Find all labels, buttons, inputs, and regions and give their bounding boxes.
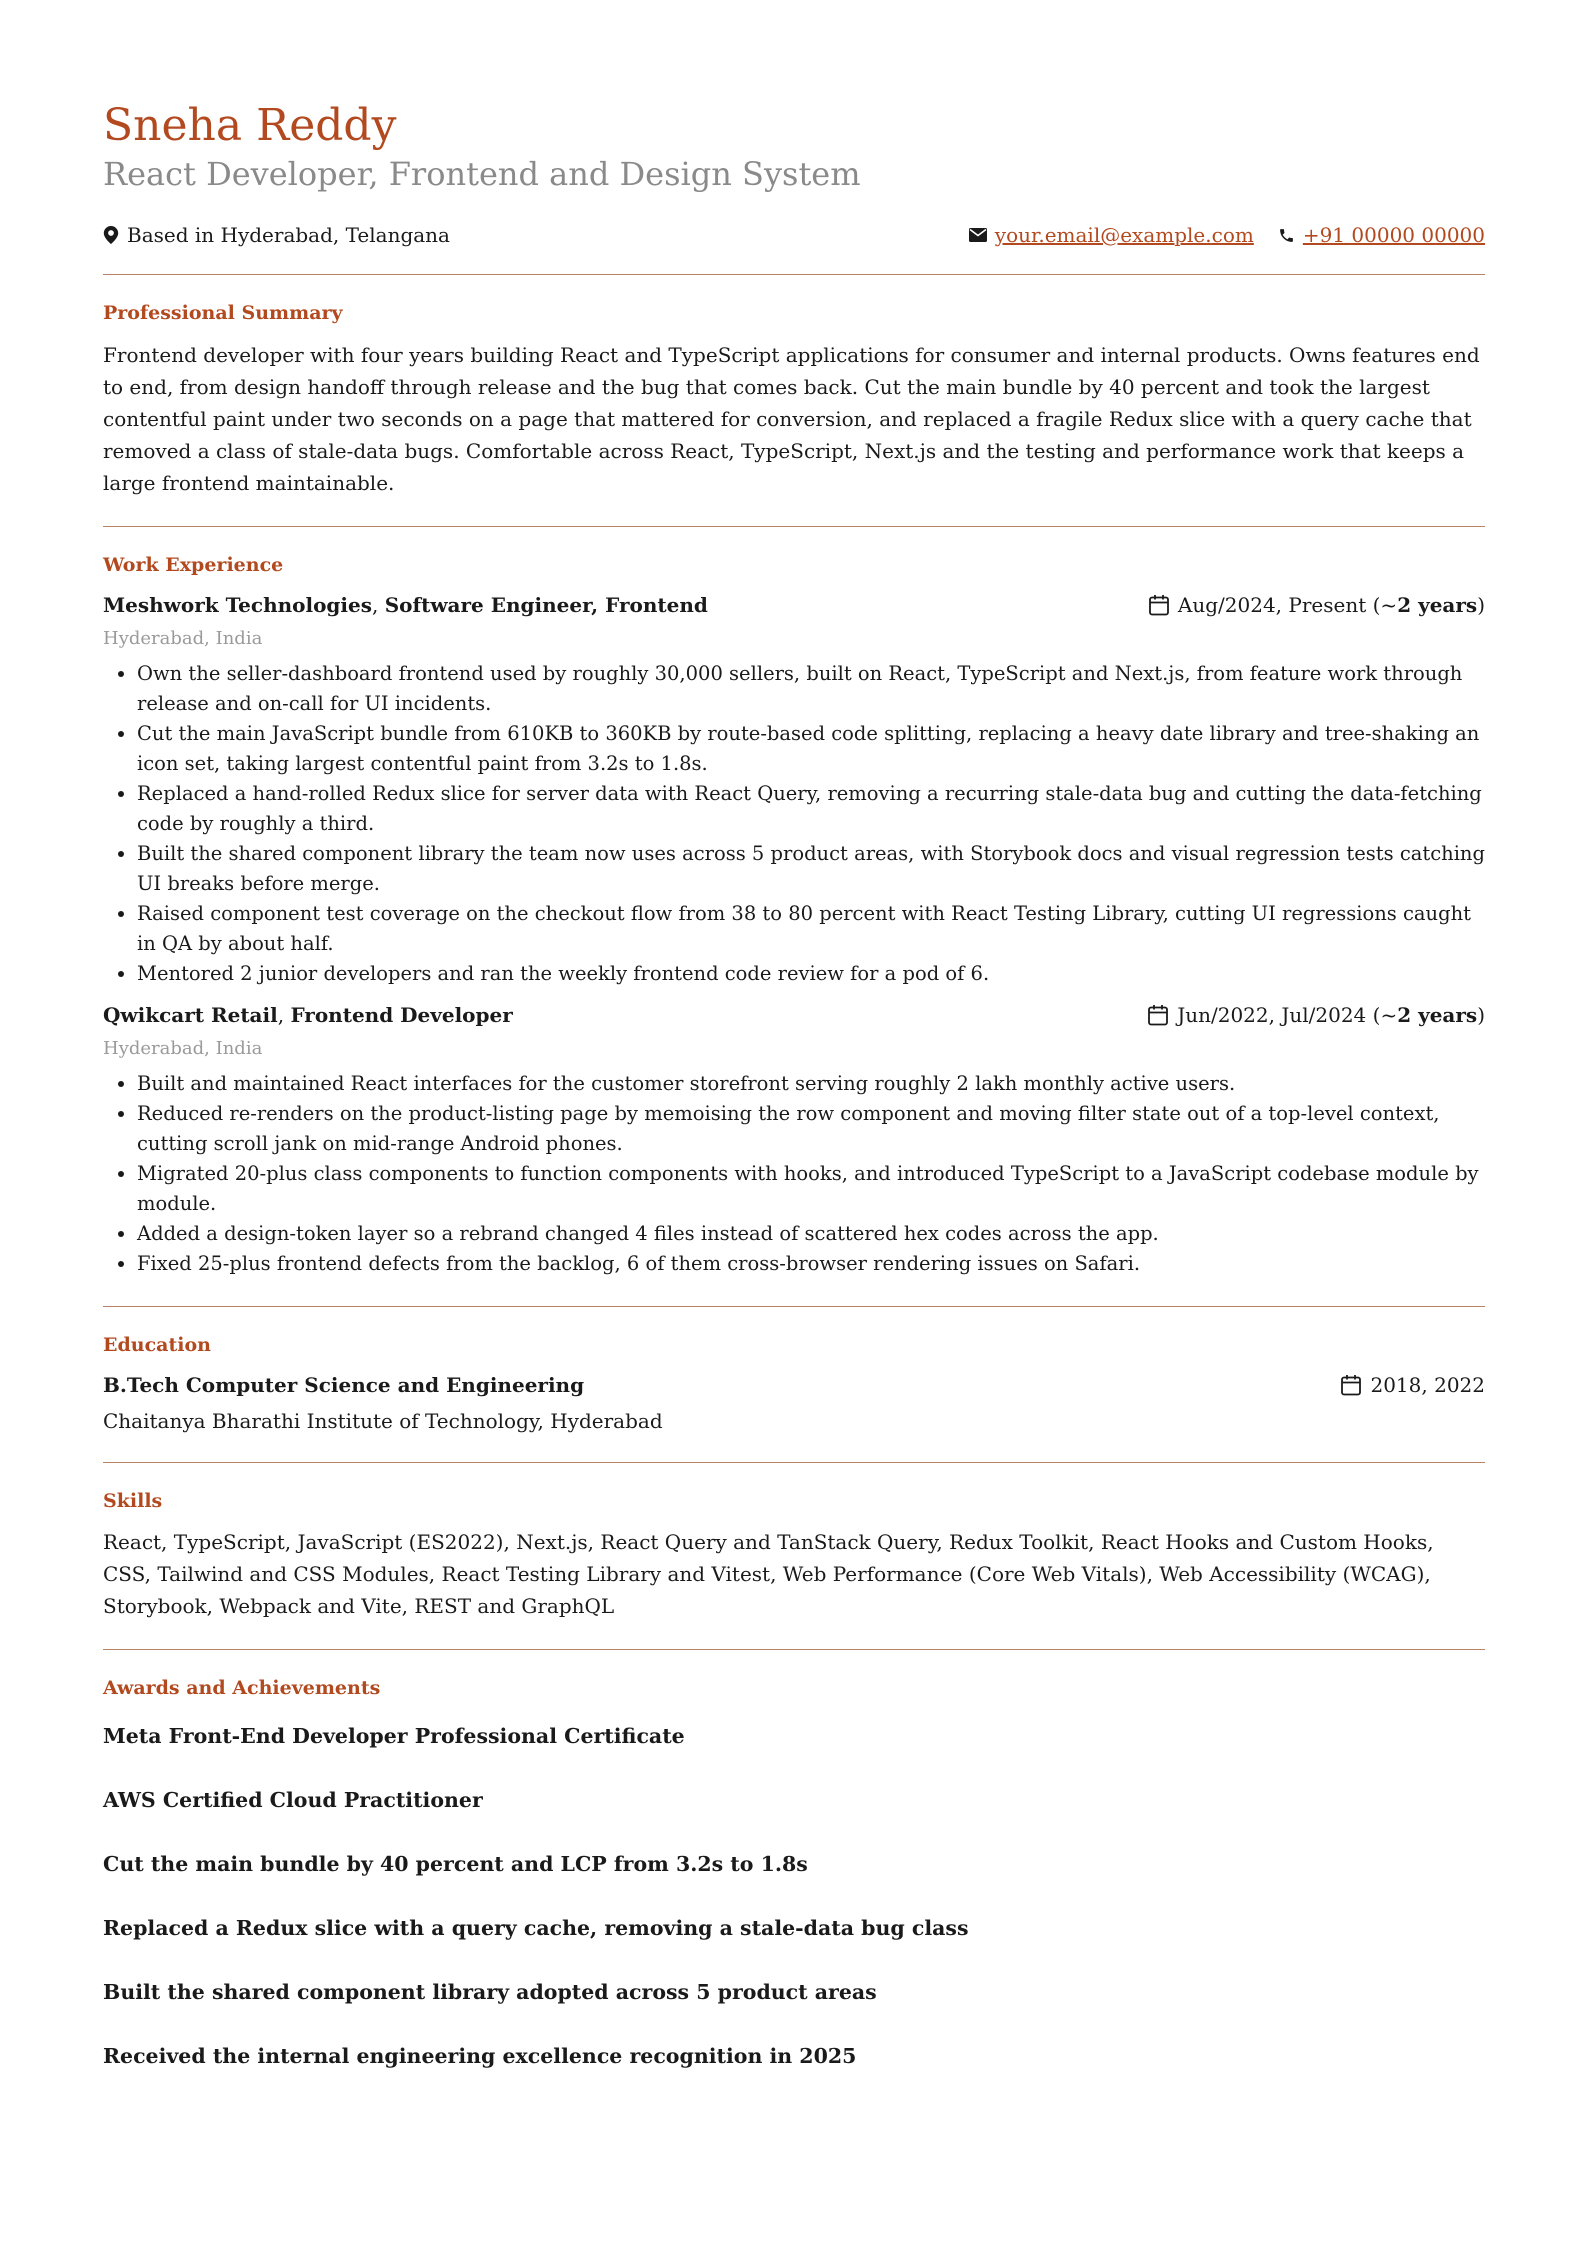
job-dates — [1147, 1001, 1485, 1029]
degree-title: B.Tech Computer Science and Engineering — [103, 1372, 585, 1397]
contact-links — [969, 223, 1485, 247]
award-item: AWS Certified Cloud Practitioner — [103, 1788, 483, 1813]
award-item: Meta Front-End Developer Professional Certificate — [103, 1724, 685, 1749]
job-role: Frontend Developer — [290, 1002, 513, 1027]
date-range: Jun/2022, Jul/2024 (~ — [1177, 1002, 1398, 1027]
date-range: 2018, 2022 — [1370, 1372, 1485, 1397]
date-range: Aug/2024, Present (~ — [1177, 592, 1398, 617]
company-name: Meshwork Technologies — [103, 592, 372, 617]
job-role: Software Engineer, Frontend — [384, 592, 708, 617]
award-item: Built the shared component library adopted across 5 product areas — [103, 1980, 877, 2005]
job-dates — [1148, 591, 1485, 619]
list-item: • Built the shared component library the team now uses across 5 product areas, with Storybook docs and visual regression tests catching UI breaks before merge. — [137, 839, 1485, 899]
list-item: • Raised component test coverage on the checkout flow from 38 to 80 percent with React Testing Library, cutting UI regressions caught in QA by about half. — [137, 899, 1485, 959]
award-item: Cut the main bundle by 40 percent and LCP from 3.2s to 1.8s — [103, 1852, 808, 1877]
job-title: Meshwork Technologies, Software Engineer, Frontend — [103, 592, 708, 617]
awards-section — [103, 1650, 1485, 2070]
phone-icon — [1278, 227, 1295, 244]
section-heading: Work Experience — [103, 553, 284, 576]
skills-section — [103, 1463, 1485, 1623]
job-bullets — [103, 659, 1485, 989]
contact-location — [103, 223, 450, 247]
job-entry — [103, 591, 1485, 989]
summary-text: Frontend developer with four years building React and TypeScript applications for consumer and internal products. Owns features end to end, from design handoff through release and the bug that comes back. Cut the main bundle by 40 percent and took the largest contentful paint under two seconds on a page that mattered for conversion, and replaced a fragile Redux slice with a query cache that removed a class of stale-data bugs. Comfortable across React, TypeScript, Next.js and the testing and performance work that keeps a large frontend maintainable. — [103, 342, 1480, 495]
list-item: • Replaced a hand-rolled Redux slice for server data with React Query, removing a recurring stale-data bug and cutting the data-fetching code by roughly a third. — [137, 779, 1485, 839]
phone-link[interactable]: +91 00000 00000 — [1302, 223, 1485, 248]
skills-text: React, TypeScript, JavaScript (ES2022), Next.js, React Query and TanStack Query, Redux Toolkit, React Hooks and Custom Hooks, CSS, Tailwind and CSS Modules, React Testing Library and Vitest, Web Performance (Core Web Vitals), Web Accessibility (WCAG), Storybook, Webpack and Vite, REST and GraphQL — [103, 1530, 1434, 1619]
duration: 2 years — [1397, 1002, 1478, 1027]
contact-row — [103, 223, 1485, 247]
list-item: • Mentored 2 junior developers and ran the weekly frontend code review for a pod of 6. — [137, 959, 1485, 989]
section-heading: Skills — [103, 1489, 163, 1512]
summary-section — [103, 275, 1485, 499]
section-heading: Education — [103, 1333, 211, 1356]
list-item: • Own the seller-dashboard frontend used by roughly 30,000 sellers, built on React, TypeScript and Next.js, from feature work through release and on-call for UI incidents. — [137, 659, 1485, 719]
job-title: Qwikcart Retail, Frontend Developer — [103, 1002, 513, 1027]
job-location: Hyderabad, India — [103, 627, 263, 649]
email-link[interactable]: your.email@example.com — [994, 223, 1254, 248]
company-name: Qwikcart Retail — [103, 1002, 278, 1027]
list-item: • Reduced re-renders on the product-listing page by memoising the row component and moving filter state out of a top-level context, cutting scroll jank on mid-range Android phones. — [137, 1099, 1485, 1159]
job-bullets — [103, 1069, 1485, 1279]
experience-section — [103, 527, 1485, 1279]
list-item: • Fixed 25-plus frontend defects from the backlog, 6 of them cross-browser rendering issues on Safari. — [137, 1249, 1485, 1279]
map-pin-icon — [103, 226, 119, 244]
calendar-icon — [1147, 1004, 1169, 1026]
envelope-icon — [969, 228, 987, 242]
list-item: • Added a design-token layer so a rebrand changed 4 files instead of scattered hex codes across the app. — [137, 1219, 1485, 1249]
location-text: Based in Hyderabad, Telangana — [127, 223, 450, 248]
candidate-title: React Developer, Frontend and Design System — [103, 154, 861, 193]
date-close: ) — [1477, 1002, 1485, 1027]
school-name: Chaitanya Bharathi Institute of Technology, Hyderabad — [103, 1408, 663, 1433]
awards-list — [103, 1714, 1485, 2070]
list-item: • Migrated 20-plus class components to function components with hooks, and introduced TypeScript to a JavaScript codebase module by module. — [137, 1159, 1485, 1219]
list-item: • Built and maintained React interfaces for the customer storefront serving roughly 2 lakh monthly active users. — [137, 1069, 1485, 1099]
job-entry — [103, 1001, 1485, 1279]
list-item: • Cut the main JavaScript bundle from 610KB to 360KB by route-based code splitting, replacing a heavy date library and tree-shaking an icon set, taking largest contentful paint from 3.2s to 1.8s. — [137, 719, 1485, 779]
section-heading: Professional Summary — [103, 302, 343, 325]
award-item: Replaced a Redux slice with a query cache, removing a stale-data bug class — [103, 1916, 969, 1941]
date-close: ) — [1477, 592, 1485, 617]
job-location: Hyderabad, India — [103, 1037, 263, 1059]
section-heading: Awards and Achievements — [103, 1677, 381, 1700]
award-item: Received the internal engineering excellence recognition in 2025 — [103, 2044, 857, 2069]
candidate-name: Sneha Reddy — [103, 100, 397, 151]
duration: 2 years — [1397, 592, 1478, 617]
calendar-icon — [1148, 594, 1170, 616]
education-dates — [1340, 1371, 1485, 1399]
calendar-icon — [1340, 1374, 1362, 1396]
education-section — [103, 1307, 1485, 1435]
